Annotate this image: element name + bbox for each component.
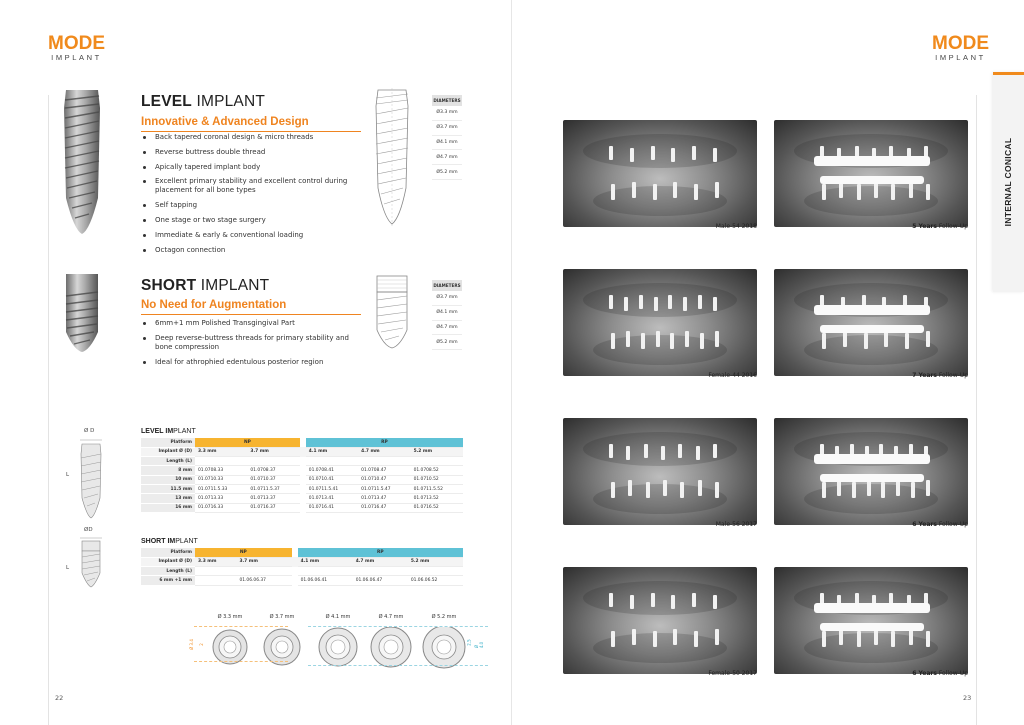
mode-implant-logo (48, 34, 105, 62)
short-implant-subtitle: No Need for Augmentation (141, 299, 361, 315)
implant-mark (626, 331, 630, 347)
platform-3-7: Ø 3.7 mm (262, 614, 302, 671)
implant-mark (713, 148, 717, 162)
table-row: 13 mm 01.0713.33 01.0713.37 01.0713.41 01.0713.47 01.0713.52 (141, 494, 463, 503)
implant-mark (822, 184, 826, 200)
implant-mark (926, 184, 930, 200)
implant-mark (651, 146, 655, 160)
implant-mark (874, 629, 878, 645)
rp-header: RP (306, 438, 463, 447)
xray-after-case-2 (774, 269, 968, 376)
implant-mark (715, 331, 719, 347)
implant-mark (715, 182, 719, 198)
implant-mark (630, 148, 634, 162)
implant-mark (839, 182, 843, 198)
implant-mark (651, 593, 655, 607)
implant-mark (820, 623, 924, 631)
implant-mark (611, 333, 615, 349)
row-label: Length (L) (141, 457, 195, 466)
diameter-value: Ø4.7 mm (432, 321, 462, 336)
list-item: Reverse buttress double thread (141, 148, 356, 157)
column-header: 3.7 mm (247, 447, 299, 456)
logo-sub: IMPLANT (935, 53, 986, 62)
implant-mark (713, 444, 717, 458)
short-features-list (141, 319, 356, 372)
level-features-list (141, 133, 356, 260)
implant-mark (692, 146, 696, 160)
list-item: 6mm+1 mm Polished Transgingival Part (141, 319, 356, 328)
implant-mark (698, 480, 702, 496)
implant-mark (670, 333, 674, 349)
implant-mark (909, 629, 913, 645)
table-row: 10 mm 01.0710.33 01.0710.37 01.0710.41 01.0710.47 01.0710.52 (141, 475, 463, 484)
implant-mark (905, 333, 909, 349)
implant-mark (698, 295, 702, 309)
level-implant-subtitle: Innovative & Advanced Design (141, 116, 361, 132)
implant-mark (632, 182, 636, 198)
implant-mark (630, 595, 634, 609)
list-item: Ideal for athrophied edentulous posterior region (141, 358, 356, 367)
implant-mark (639, 295, 643, 309)
implant-mark (644, 444, 648, 458)
implant-mark (609, 146, 613, 160)
implant-mark (700, 333, 704, 349)
list-item: Immediate & early & conventional loading (141, 231, 356, 240)
diameter-value: Ø5.2 mm (432, 335, 462, 350)
implant-mark (820, 474, 924, 482)
implant-mark (820, 325, 924, 333)
implant-mark (874, 182, 878, 198)
section-side-tab (993, 72, 1024, 292)
column-header: 3.3 mm (195, 447, 247, 456)
implant-mark (715, 482, 719, 498)
followup-caption: 7 Years Follow-Up (912, 372, 968, 379)
implant-mark (857, 631, 861, 647)
list-item: One stage or two stage surgery (141, 216, 356, 225)
diameter-value: Ø4.7 mm (432, 150, 462, 165)
implant-mark (680, 482, 684, 498)
implant-mark (654, 297, 658, 311)
list-item: Deep reverse-buttress threads for primary stability and bone compression (141, 334, 356, 352)
column-header: 3.3 mm (195, 557, 236, 566)
implant-mark (822, 333, 826, 349)
row-label: Implant Ø (D) (141, 557, 195, 566)
diameter-value: Ø4.1 mm (432, 306, 462, 321)
short-implant-table (141, 548, 463, 586)
list-item: Self tapping (141, 201, 356, 210)
level-implant-table (141, 438, 463, 513)
short-implant-drawing (372, 274, 412, 354)
table-row: 6 mm +1 mm 01.06.06.37 01.06.06.41 01.06.06.47 01.06.06.52 (141, 576, 463, 585)
level-implant-drawing (372, 88, 412, 228)
implant-mark (692, 593, 696, 607)
implant-mark (646, 482, 650, 498)
xray-after-case-1 (774, 120, 968, 227)
implant-mark (867, 480, 871, 496)
diameter-value: Ø3.7 mm (432, 291, 462, 306)
level-implant-image (60, 88, 104, 238)
xray-after-case-3 (774, 418, 968, 525)
case-caption: Male-56 2017 (715, 521, 757, 528)
implant-mark (926, 480, 930, 496)
implant-mark (624, 297, 628, 311)
column-header: 5.2 mm (411, 447, 463, 456)
implant-mark (820, 176, 924, 184)
implant-mark (673, 629, 677, 645)
short-implant-image (62, 272, 102, 354)
xray-before-case-3 (563, 418, 757, 525)
implant-mark (609, 444, 613, 458)
list-item: Back tapered coronal design & micro threads (141, 133, 356, 142)
diameters-header: DIAMETERS (432, 95, 462, 106)
case-caption: Female-44 2016 (708, 372, 757, 379)
diameter-value: Ø5.2 mm (432, 165, 462, 180)
implant-mark (713, 297, 717, 311)
implant-mark (926, 631, 930, 647)
implant-mark (661, 446, 665, 460)
implant-mark (891, 184, 895, 200)
logo-word: MODE (48, 33, 105, 54)
level-diameters-list (432, 95, 462, 180)
level-dimension-drawing: Ø D L (64, 428, 109, 520)
np-inner-dimension: 2 (198, 643, 204, 646)
logo-sub: IMPLANT (51, 53, 102, 62)
implant-mark (611, 184, 615, 200)
short-diameters-list (432, 280, 462, 350)
implant-mark (611, 482, 615, 498)
xray-after-case-4 (774, 567, 968, 674)
implant-mark (632, 629, 636, 645)
implant-mark (926, 331, 930, 347)
column-header: 5.2 mm (408, 557, 463, 566)
implant-mark (713, 595, 717, 609)
implant-mark (609, 295, 613, 309)
row-label: Platform (141, 548, 195, 557)
short-table-title: SHORT IMPLANT (141, 538, 198, 545)
logo-word: MODE (932, 33, 989, 54)
table-row: 16 mm 01.0716.33 01.0716.37 01.0716.41 01.0716.47 01.0716.52 (141, 503, 463, 512)
implant-mark (656, 331, 660, 347)
page-number: 23 (963, 694, 972, 702)
implant-mark (814, 305, 930, 315)
implant-mark (694, 184, 698, 200)
column-header: 4.7 mm (358, 447, 410, 456)
short-implant-title: SHORT IMPLANT (141, 277, 270, 294)
level-table-title: LEVEL IMPLANT (141, 428, 196, 435)
implant-mark (668, 295, 672, 309)
implant-mark (696, 446, 700, 460)
np-header: NP (195, 548, 292, 557)
implant-mark (715, 629, 719, 645)
implant-mark (891, 631, 895, 647)
implant-mark (685, 331, 689, 347)
implant-mark (881, 482, 885, 498)
np-outer-dimension: Ø 3.4 (188, 639, 194, 650)
xray-before-case-1 (563, 120, 757, 227)
list-item: Apically tapered implant body (141, 163, 356, 172)
implant-mark (884, 331, 888, 347)
implant-mark (653, 631, 657, 647)
implant-mark (609, 593, 613, 607)
margin-rule (976, 95, 977, 725)
implant-mark (626, 446, 630, 460)
implant-mark (671, 148, 675, 162)
implant-mark (857, 184, 861, 200)
implant-mark (837, 480, 841, 496)
implant-mark (909, 182, 913, 198)
rp-outer-dimension: Ø 4.0 (474, 641, 485, 649)
implant-mark (896, 480, 900, 496)
rp-inner-dimension: 2.5 (466, 639, 472, 646)
table-row: 11.5 mm 01.0711.5.33 01.0711.5.37 01.0711.5.41 01.0711.5.47 01.0711.5.52 (141, 484, 463, 493)
diameters-header: DIAMETERS (432, 280, 462, 291)
implant-mark (611, 631, 615, 647)
implant-mark (628, 480, 632, 496)
implant-mark (694, 631, 698, 647)
diameter-value: Ø4.1 mm (432, 136, 462, 151)
implant-mark (822, 482, 826, 498)
case-caption: Male-54 2018 (715, 223, 757, 230)
implant-mark (678, 444, 682, 458)
margin-rule (48, 95, 49, 725)
followup-caption: 5 Years Follow-Up (912, 223, 968, 230)
implant-mark (864, 333, 868, 349)
rp-header: RP (298, 548, 463, 557)
implant-mark (822, 631, 826, 647)
implant-mark (814, 454, 930, 464)
implant-mark (653, 184, 657, 200)
list-item: Excellent primary stability and excellent control during placement for all bone types (141, 177, 356, 195)
implant-mark (843, 331, 847, 347)
level-implant-title: LEVEL IMPLANT (141, 93, 266, 110)
column-header: 4.7 mm (353, 557, 408, 566)
row-label: Platform (141, 438, 195, 447)
implant-mark (641, 333, 645, 349)
xray-before-case-2 (563, 269, 757, 376)
page-number: 22 (55, 694, 64, 702)
implant-mark (911, 482, 915, 498)
side-tab-label: INTERNAL CONICAL (1003, 137, 1013, 227)
platform-4-7: Ø 4.7 mm (368, 614, 414, 677)
table-row: 8 mm 01.0708.33 01.0708.37 01.0708.41 01.0708.47 01.0708.52 (141, 466, 463, 475)
implant-mark (839, 629, 843, 645)
row-label: Implant Ø (D) (141, 447, 195, 456)
column-header: 4.1 mm (298, 557, 353, 566)
platform-diagram (180, 614, 485, 674)
row-label: Length (L) (141, 567, 195, 576)
list-item: Octagon connection (141, 246, 356, 255)
diameter-value: Ø3.3 mm (432, 106, 462, 121)
followup-caption: 6 Years Follow-Up (912, 521, 968, 528)
platform-4-1: Ø 4.1 mm (316, 614, 360, 675)
implant-mark (671, 595, 675, 609)
implant-mark (663, 480, 667, 496)
case-caption: Female-50 2017 (708, 670, 757, 677)
mode-implant-logo (932, 34, 989, 62)
np-header: NP (195, 438, 300, 447)
implant-mark (814, 156, 930, 166)
implant-mark (683, 297, 687, 311)
followup-caption: 6 Years Follow-Up (912, 670, 968, 677)
implant-mark (852, 482, 856, 498)
short-dimension-drawing: ØD L (64, 527, 109, 589)
implant-mark (673, 182, 677, 198)
column-header: 3.7 mm (236, 557, 291, 566)
platform-3-3: Ø 3.3 mm (210, 614, 250, 671)
implant-mark (814, 603, 930, 613)
column-header: 4.1 mm (306, 447, 358, 456)
platform-5-2: Ø 5.2 mm (420, 614, 468, 677)
diameter-value: Ø3.7 mm (432, 121, 462, 136)
xray-before-case-4 (563, 567, 757, 674)
